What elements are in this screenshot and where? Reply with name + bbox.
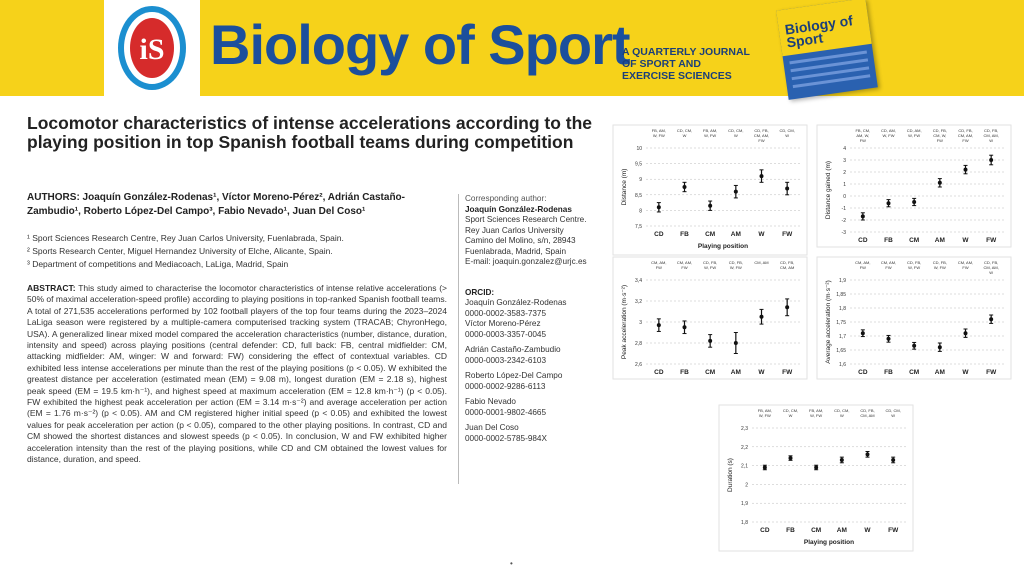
orcid-id[interactable]: 0000-0002-3583-7375	[465, 308, 547, 318]
y-tick-label: 1,75	[836, 320, 846, 326]
y-tick-label: 1,8	[839, 306, 846, 312]
significance-annotation: W, FW	[729, 265, 742, 270]
x-axis-label: Playing position	[697, 243, 749, 250]
orcid-label: ORCID:	[465, 287, 495, 297]
chart-peak-acceleration	[612, 256, 808, 385]
orcid-name: Fabio Nevado	[465, 397, 516, 406]
chart-distance	[612, 124, 808, 261]
x-tick-label: FW	[782, 231, 793, 238]
significance-annotation: FW	[655, 265, 662, 270]
y-tick-label: 3,4	[635, 278, 642, 284]
significance-annotation: CD, FB,	[932, 128, 947, 133]
x-tick-label: CM	[705, 231, 716, 238]
significance-annotation: CM, AM,	[957, 133, 974, 138]
x-tick-label: CM	[705, 369, 716, 376]
subtitle-line: A QUARTERLY JOURNAL	[622, 46, 750, 58]
affiliation: ¹ Sport Sciences Research Centre, Rey Juan Carlos University, Fuenlabrada, Spain.	[27, 233, 344, 243]
significance-annotation: FW	[962, 138, 969, 143]
y-tick-label: 1,65	[836, 348, 846, 354]
data-point	[708, 339, 712, 343]
significance-annotation: CM, AM	[754, 260, 769, 265]
abstract-label: ABSTRACT:	[27, 283, 76, 293]
significance-annotation: W, FW	[704, 133, 717, 138]
data-point	[734, 341, 738, 345]
journal-banner	[0, 0, 1024, 96]
significance-annotation: CD, AM,	[906, 128, 922, 133]
affiliation: ² Sports Research Center, Miguel Hernandez University of Elche, Alicante, Spain.	[27, 246, 333, 256]
y-tick-label: 2,8	[635, 341, 642, 347]
significance-annotation: CD, FB,	[703, 260, 718, 265]
orcid-id[interactable]: 0000-0001-9802-4665	[465, 407, 547, 417]
significance-annotation: CD, FB,	[728, 260, 743, 265]
corr-heading: Corresponding author:	[465, 194, 547, 203]
y-axis-label: Peak acceleration (m·s⁻²)	[621, 284, 628, 360]
x-tick-label: CD	[654, 369, 664, 376]
significance-annotation: FW	[758, 138, 765, 143]
y-tick-label: 2	[745, 482, 748, 489]
significance-annotation: FW	[859, 138, 866, 143]
x-tick-label: FB	[884, 369, 893, 376]
orcid-name: Adrián Castaño-Zambudio	[465, 345, 561, 354]
y-axis-label: Average acceleration (m·s⁻²)	[825, 280, 832, 364]
significance-annotation: W, FW	[882, 133, 895, 138]
data-point	[760, 174, 764, 178]
x-tick-label: AM	[934, 369, 945, 376]
y-tick-label: -1	[841, 206, 846, 212]
y-tick-label: 10	[636, 146, 642, 152]
data-point	[734, 190, 738, 194]
significance-annotation: CD, FB,	[958, 128, 973, 133]
significance-annotation: CD, CM,	[676, 128, 693, 133]
significance-annotation: CD, CM,	[728, 128, 744, 133]
y-axis-label: Distance (m)	[621, 168, 628, 206]
y-tick-label: 2,6	[635, 362, 642, 368]
abstract	[27, 283, 447, 466]
page-marker: •	[510, 559, 513, 568]
significance-annotation: FW	[936, 138, 943, 143]
y-tick-label: 4	[843, 146, 846, 152]
significance-annotation: CD, FB,	[860, 408, 875, 413]
significance-annotation: CM, AM,	[855, 260, 871, 265]
journal-subtitle	[622, 46, 762, 82]
significance-annotation: CM, AM,	[651, 260, 667, 265]
data-point	[989, 158, 993, 162]
orcid-name: Víctor Moreno-Pérez	[465, 319, 541, 328]
significance-annotation: CD, FB,	[984, 260, 999, 265]
data-point	[683, 185, 687, 189]
x-tick-label: CM	[909, 369, 920, 376]
y-tick-label: 3,2	[635, 299, 642, 305]
significance-annotation: FW	[681, 265, 688, 270]
data-point	[938, 181, 942, 185]
x-tick-label: W	[962, 369, 969, 376]
x-tick-label: FW	[986, 237, 997, 244]
chart-duration	[718, 404, 914, 557]
chart-frame	[613, 257, 807, 379]
x-tick-label: CM	[811, 527, 822, 534]
significance-annotation: CD, FB,	[984, 128, 999, 133]
significance-annotation: CM, AM,	[676, 260, 693, 265]
data-point	[861, 331, 865, 335]
significance-annotation: CM, AM,	[983, 133, 999, 138]
significance-annotation: CD, FB,	[780, 260, 795, 265]
y-tick-label: 8,5	[635, 192, 642, 199]
y-axis-label: Duration (s)	[727, 458, 734, 492]
y-tick-label: -2	[841, 218, 846, 224]
y-tick-label: 1,6	[839, 362, 846, 368]
significance-annotation: W	[733, 133, 738, 138]
x-tick-label: AM	[836, 527, 847, 534]
data-point	[785, 187, 789, 191]
x-tick-label: W	[758, 369, 765, 376]
significance-annotation: W, FW	[704, 265, 717, 270]
x-tick-label: CD	[654, 231, 664, 238]
affiliations	[27, 232, 447, 271]
x-tick-label: CD	[760, 527, 770, 534]
y-tick-label: 7,5	[635, 224, 642, 230]
significance-annotation: W	[989, 270, 994, 275]
x-tick-label: FW	[986, 369, 997, 376]
correspondence-box	[458, 194, 598, 484]
significance-annotation: FB, CM,	[855, 128, 871, 133]
x-tick-label: CD	[858, 237, 868, 244]
orcid-id[interactable]: 0000-0002-9286-6113	[465, 381, 546, 391]
significance-annotation: CM, W,	[933, 133, 947, 138]
corr-address-line: Fuenlabrada, Madrid, Spain	[465, 246, 567, 256]
data-point	[964, 331, 968, 335]
data-point	[912, 344, 916, 348]
y-tick-label: 3	[843, 158, 846, 164]
corr-email[interactable]: E-mail: joaquin.gonzalez@urjc.es	[465, 257, 587, 266]
y-tick-label: 0	[843, 194, 846, 200]
significance-annotation: W, FW	[810, 413, 823, 418]
significance-annotation: CD, FB,	[907, 260, 922, 265]
y-tick-label: 1,85	[836, 292, 846, 298]
affiliation: ³ Department of competitions and Mediacoach, LaLiga, Madrid, Spain	[27, 259, 289, 269]
significance-annotation: CD, FB,	[754, 128, 769, 133]
y-tick-label: 2	[843, 170, 846, 176]
significance-annotation: CM, AM	[780, 265, 795, 270]
y-tick-label: 2,2	[741, 444, 748, 451]
data-point	[989, 317, 993, 321]
data-point	[866, 452, 870, 456]
y-tick-label: 1,9	[839, 278, 846, 284]
significance-annotation: FW	[859, 265, 866, 270]
data-point	[891, 458, 895, 462]
significance-annotation: W	[989, 138, 994, 143]
y-tick-label: 9,5	[635, 161, 642, 168]
significance-annotation: CD, CM,	[885, 408, 901, 413]
journal-cover-image	[776, 0, 878, 100]
significance-annotation: W	[785, 133, 790, 138]
orcid-id[interactable]: 0000-0003-2342-6103	[465, 355, 547, 365]
data-point	[657, 205, 661, 209]
orcid-id[interactable]: 0000-0002-5785-984X	[465, 433, 547, 443]
significance-annotation: CM, AM,	[957, 260, 974, 265]
x-tick-label: FW	[888, 527, 899, 534]
y-tick-label: 1,9	[741, 501, 748, 508]
x-tick-label: FB	[680, 231, 689, 238]
authors: AUTHORS: Joaquín González-Rodenas¹, Víctor Moreno-Pérez², Adrián Castaño-Zambudio¹, Roberto López-Del Campo³, Fabio Nevado¹, Juan Del Coso¹	[27, 192, 405, 217]
chart-frame	[817, 257, 1011, 379]
x-tick-label: FB	[786, 527, 795, 534]
orcid-name: Joaquín González-Rodenas	[465, 298, 567, 307]
significance-annotation: CD, CM,	[834, 408, 850, 413]
significance-annotation: CD, FB,	[932, 260, 947, 265]
data-point	[861, 214, 865, 218]
corr-name: Joaquín González-Rodenas	[465, 204, 572, 214]
paper-title: Locomotor characteristics of intense accelerations according to the playing position in top Spanish football teams during competition	[27, 113, 593, 152]
significance-annotation: W, FW	[652, 133, 665, 138]
y-tick-label: 1	[843, 182, 846, 188]
y-tick-label: -3	[841, 230, 846, 236]
x-tick-label: CM	[909, 237, 920, 244]
x-tick-label: AM	[730, 369, 741, 376]
significance-annotation: CD, CM,	[782, 408, 799, 413]
significance-annotation: CM, AM,	[753, 133, 770, 138]
cover-title: Biology of Sport	[783, 12, 854, 51]
abstract-text: This study aimed to characterise the locomotor characteristics of intense relative accelerations (> 50% of maximal acceleration-speed profile) according to playing positions in top-ranked Spanish football teams. A total of 271,535 accelerations performed by 102 football players of the top four teams during the 2023–2024 LaLiga season were registered by a multiple-camera computerised tracking system (TRACAB; ChyronHego, USA). A generalized linear mixed model compared the acceleration characteristics (number, distance, duration, intensity and speed) across playing positions (central defender: CD, full back: FB, central midfielder: CM, attacking midfielder: AM, winger: W and forward: FW) considering the effect of contextual variables. CD exhibited less intense accelerations per minute than the rest of the playing positions (p < 0.05). W exhibited the greatest distance per acceleration (estimated mean (EM) = 9.08 m), longest duration (EM = 2.18 s), highest peak speed (EM = 19.5 km·h⁻¹), and highest speed at maximum acceleration (EM = 12.8 km·h⁻¹) (p < 0.05). FW exhibited the highest peak acceleration per action (EM = 3.14 m·s⁻²) and average acceleration per action (EM = 1.76 m·s⁻²) (p < 0.05). AM and CM registered higher initial speed (p < 0.05) and exhibited the lowest values for peak acceleration per action (p < 0.05), compared to the other playing positions. In contrast, CD and CM showed the shortest distances and slowest speeds (p < 0.05). In conclusion, W and FW exhibited higher acceleration intensity than the rest of the playing positions, while CD and CM obtained the lowest values for distance, duration, and speed.	[27, 283, 447, 465]
data-point	[760, 315, 764, 319]
logo-text: iS	[139, 33, 165, 66]
data-point	[785, 305, 789, 309]
significance-annotation: W, FW	[908, 265, 921, 270]
data-point	[657, 323, 661, 327]
significance-annotation: CM, AM,	[880, 260, 897, 265]
y-tick-label: 2,1	[741, 463, 748, 470]
significance-annotation: W	[788, 413, 793, 418]
significance-annotation: FW	[962, 265, 969, 270]
significance-annotation: W, FW	[908, 133, 921, 138]
y-tick-label: 1,8	[741, 520, 748, 526]
x-tick-label: FW	[782, 369, 793, 376]
orcid-id[interactable]: 0000-0003-3357-0045	[465, 329, 547, 339]
subtitle-line: EXERCISE SCIENCES	[622, 70, 732, 82]
x-tick-label: W	[962, 237, 969, 244]
significance-annotation: CD, AM,	[881, 128, 896, 133]
orcid-name: Juan Del Coso	[465, 423, 519, 432]
data-point	[887, 201, 891, 205]
y-tick-label: 8	[639, 208, 642, 215]
data-point	[912, 200, 916, 204]
data-point	[814, 465, 818, 469]
data-point	[964, 168, 968, 172]
orcid-name: Roberto López-Del Campo	[465, 371, 563, 380]
significance-annotation: FB, AM,	[651, 128, 666, 133]
x-tick-label: FB	[884, 237, 893, 244]
significance-annotation: FB, AM,	[703, 128, 718, 133]
y-tick-label: 9	[639, 177, 642, 184]
significance-annotation: CM, AM	[860, 413, 875, 418]
significance-annotation: AM, W,	[856, 133, 870, 138]
journal-logo-icon	[116, 4, 188, 92]
chart-frame	[817, 125, 1011, 247]
data-point	[708, 204, 712, 208]
corr-address-line: Camino del Molino, s/n, 28943	[465, 236, 576, 245]
x-tick-label: FB	[680, 369, 689, 376]
subtitle-line: OF SPORT AND	[622, 58, 701, 70]
x-tick-label: AM	[934, 237, 945, 244]
y-tick-label: 1,7	[839, 334, 846, 340]
significance-annotation: W, FW	[933, 265, 946, 270]
x-tick-label: CD	[858, 369, 868, 376]
significance-annotation: W	[891, 413, 896, 418]
chart-distance-gained	[816, 124, 1012, 253]
y-axis-label: Distance gained (m)	[825, 160, 832, 220]
corr-address-line: Rey Juan Carlos University	[465, 225, 564, 235]
x-tick-label: W	[864, 527, 871, 534]
corr-address-line: Sport Sciences Research Centre.	[465, 215, 587, 224]
significance-annotation: CD, CM,	[779, 128, 795, 133]
significance-annotation: FB, AM,	[757, 408, 772, 413]
journal-name: Biology of Sport	[210, 13, 630, 76]
significance-annotation: FW	[885, 265, 892, 270]
data-point	[763, 465, 767, 469]
significance-annotation: W, FW	[758, 413, 771, 418]
significance-annotation: W	[682, 133, 687, 138]
y-tick-label: 2,3	[741, 426, 748, 432]
x-tick-label: W	[758, 231, 765, 238]
data-point	[887, 337, 891, 341]
data-point	[938, 345, 942, 349]
x-axis-label: Playing position	[803, 539, 855, 546]
data-point	[683, 325, 687, 329]
significance-annotation: W	[839, 413, 844, 418]
x-tick-label: AM	[730, 231, 741, 238]
data-point	[840, 458, 844, 462]
data-point	[789, 456, 793, 460]
chart-average-acceleration	[816, 256, 1012, 385]
significance-annotation: CM, AM,	[983, 265, 999, 270]
y-tick-label: 3	[639, 320, 642, 326]
significance-annotation: FB, AM,	[809, 408, 824, 413]
